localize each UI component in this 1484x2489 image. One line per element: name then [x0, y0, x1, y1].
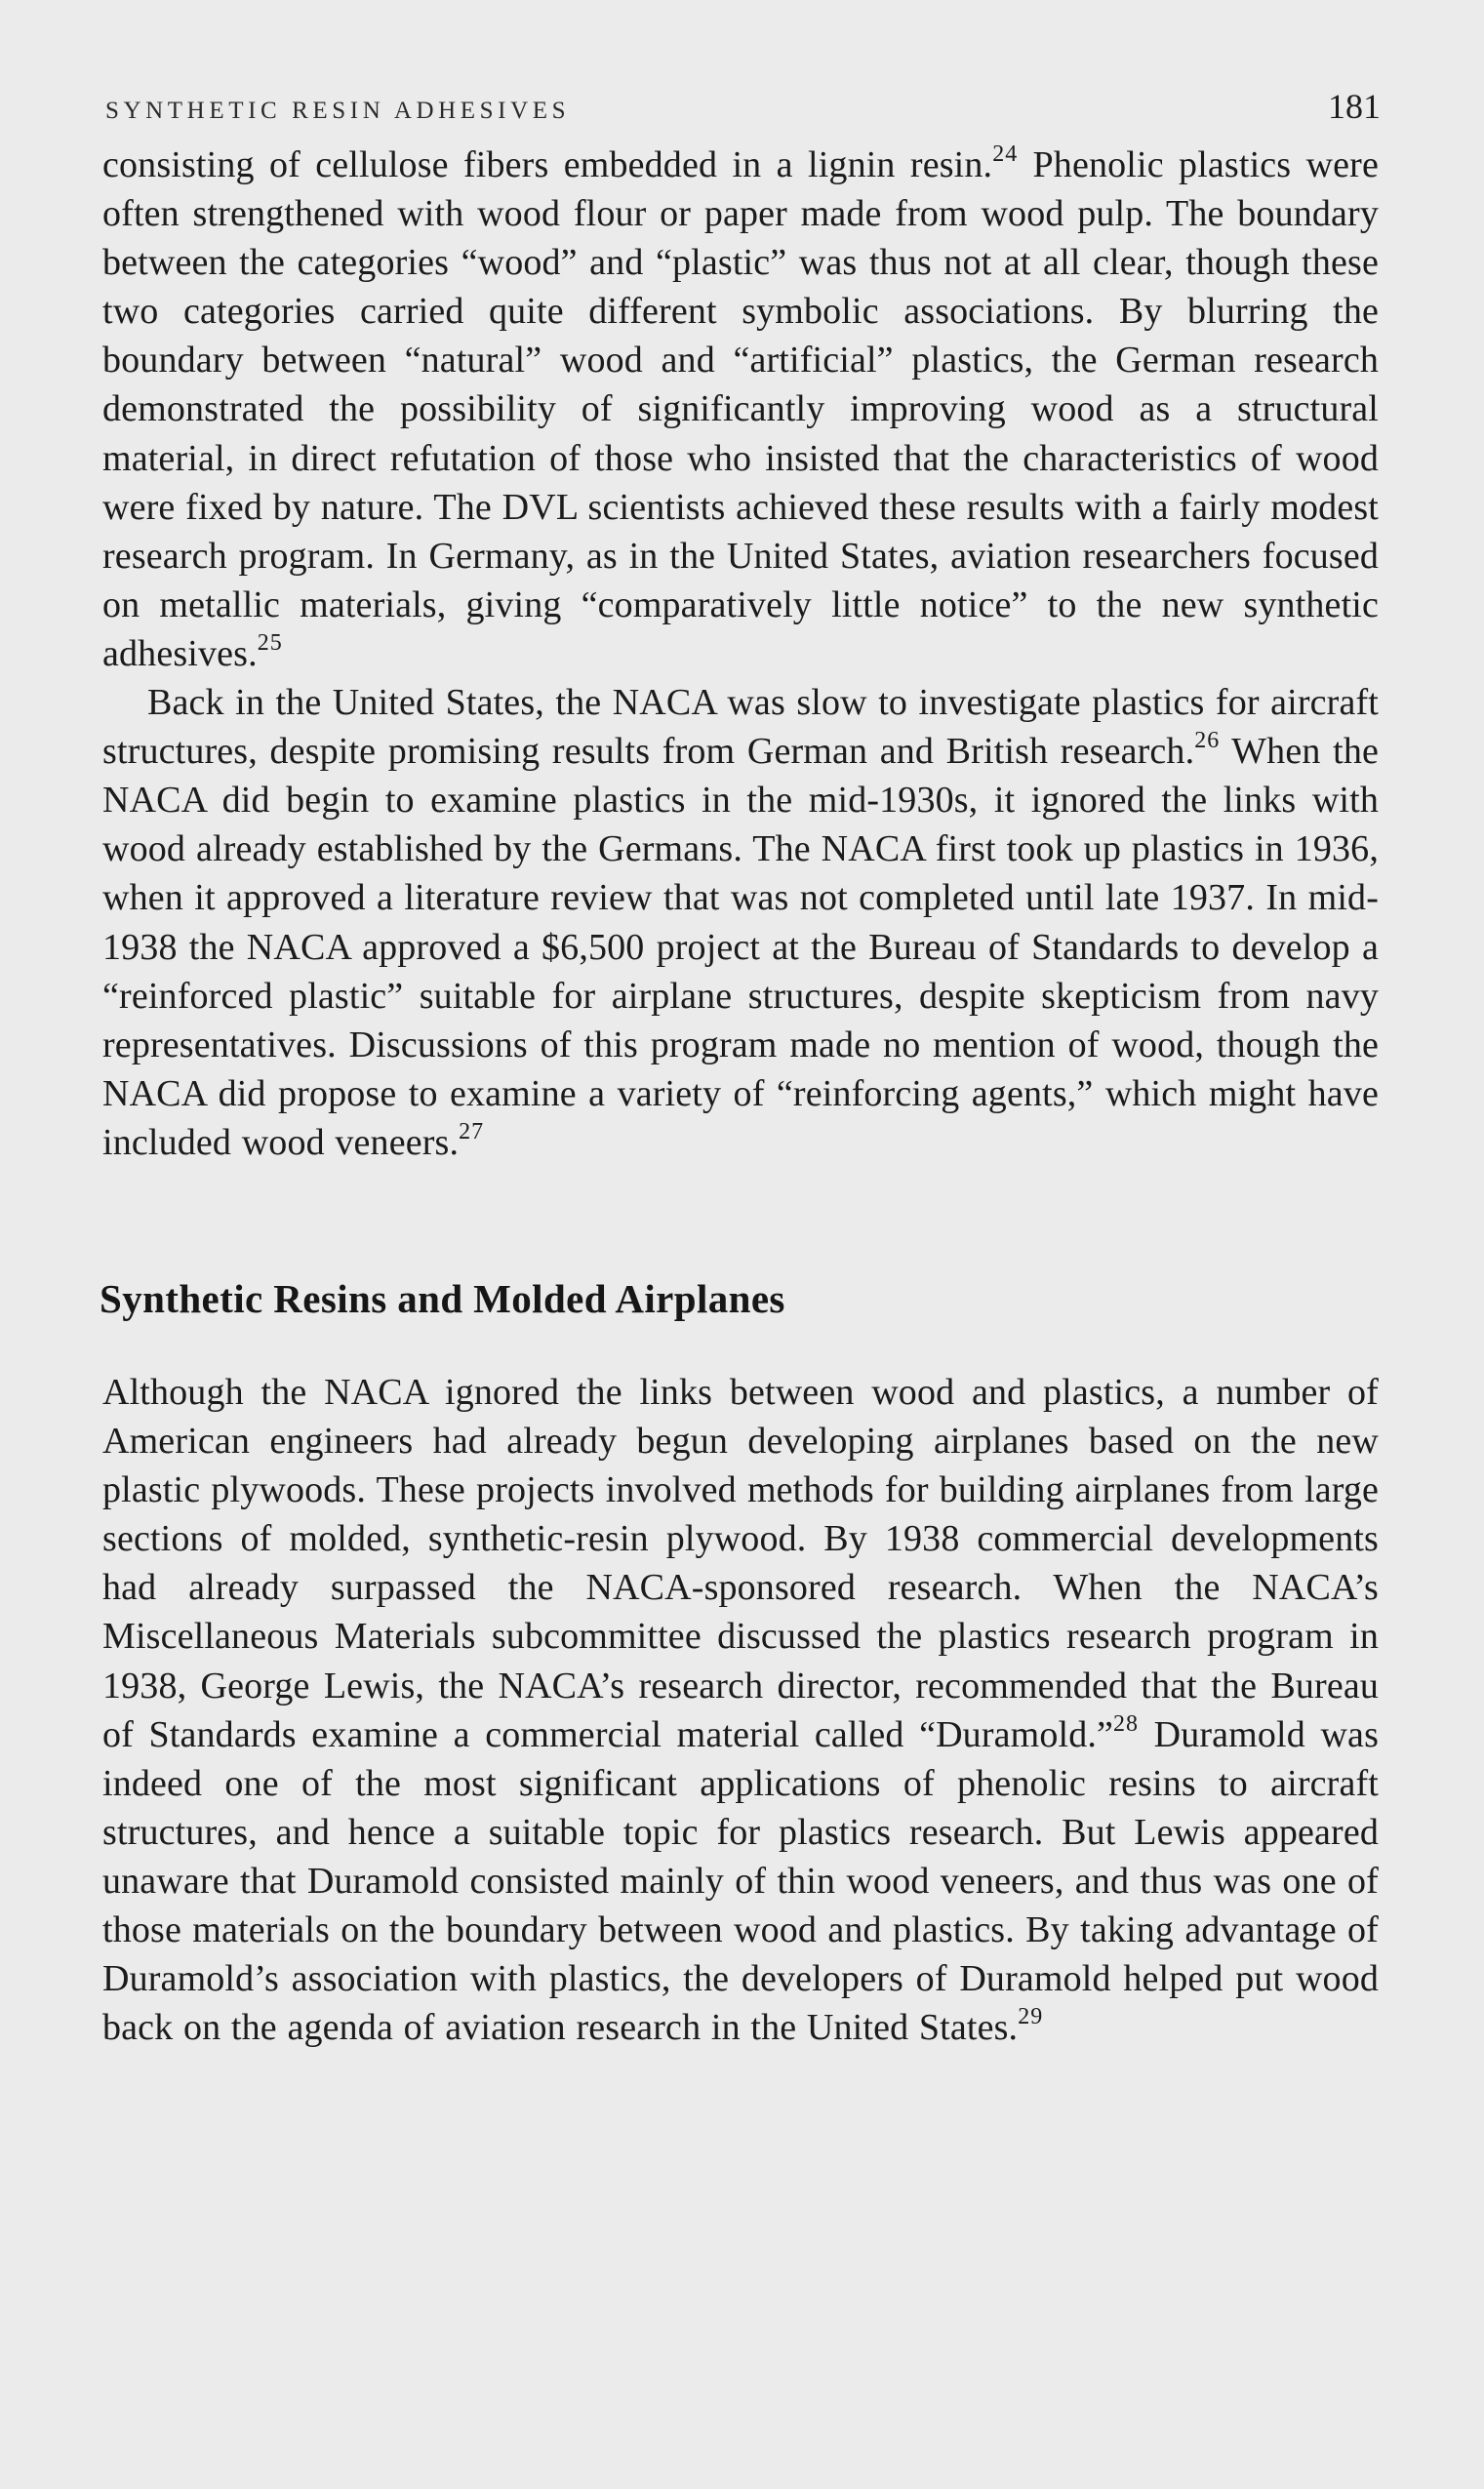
section-heading: Synthetic Resins and Molded Airplanes [100, 1275, 785, 1321]
paragraph-text: consisting of cellulose fibers embedded in a lignin resin. [102, 144, 993, 185]
running-head [102, 86, 1379, 141]
running-head-title: SYNTHETIC RESIN ADHESIVES [105, 98, 571, 124]
paragraph [102, 141, 1379, 678]
footnote-marker: 27 [459, 1118, 485, 1144]
footnote-marker: 28 [1113, 1710, 1140, 1737]
book-page [102, 86, 1379, 2052]
paragraph-text: When the NACA did begin to examine plastics in the mid-1930s, it ignored the links with wood already established by the Germans. The NACA first took up plastics in 1936, when it approved a literature review that was not completed until late 1937. In mid-1938 the NACA approved a $6,500 project at the Bureau of Standards to develop a “reinforced plastic” suitable for airplane structures, despite skepticism from navy representatives. Discussions of this program made no mention of wood, though the NACA did propose to examine a variety of “reinforcing agents,” which might have included wood veneers. [102, 731, 1379, 1163]
paragraph [102, 678, 1379, 1167]
paragraph-text: Back in the United States, the NACA was slow to investigate plastics for aircraft structures, despite promising results from German and British research. [102, 682, 1379, 773]
paragraph [102, 1368, 1379, 2052]
page-number: 181 [1328, 87, 1381, 126]
footnote-marker: 29 [1018, 2004, 1044, 2030]
footnote-marker: 24 [992, 141, 1019, 167]
footnote-marker: 26 [1194, 728, 1221, 754]
paragraph-text: Although the NACA ignored the links between wood and plastics, a number of American engineers had already begun developing airplanes based on the new plastic plywoods. These projects involved methods for building airplanes from large sections of molded, synthetic-resin plywood. By 1938 commercial developments had already surpassed the NACA-sponsored research. When the NACA’s Miscellaneous Materials subcommittee discussed the plastics research program in 1938, George Lewis, the NACA’s research director, recommended that the Bureau of Standards examine a commercial material called “Duramold.” [102, 1371, 1379, 1755]
footnote-marker: 25 [257, 629, 283, 656]
paragraph-text: Duramold was indeed one of the most significant applications of phenolic resins to aircraft structures, and hence a suitable topic for plastics research. But Lewis appeared unaware that Duramold consisted mainly of thin wood veneers, and thus was one of those materials on the boundary between wood and plastics. By taking advantage of Duramold’s association with plastics, the developers of Duramold helped put wood back on the agenda of aviation research in the United States. [102, 1713, 1380, 2049]
paragraph-text: Phenolic plastics were often strengthened with wood flour or paper made from wood pulp. The boundary between the categories “wood” and “plastic” was thus not at all clear, though these two categories carried quite different symbolic associations. By blurring the boundary between “natural” wood and “artificial” plastics, the German research demonstrated the possibility of significantly improving wood as a structural material, in direct refutation of those who insisted that the characteristics of wood were fixed by nature. The DVL scientists achieved these results with a fairly modest research program. In Germany, as in the United States, aviation researchers focused on metallic materials, giving “comparatively little notice” to the new synthetic adhesives. [102, 144, 1379, 674]
